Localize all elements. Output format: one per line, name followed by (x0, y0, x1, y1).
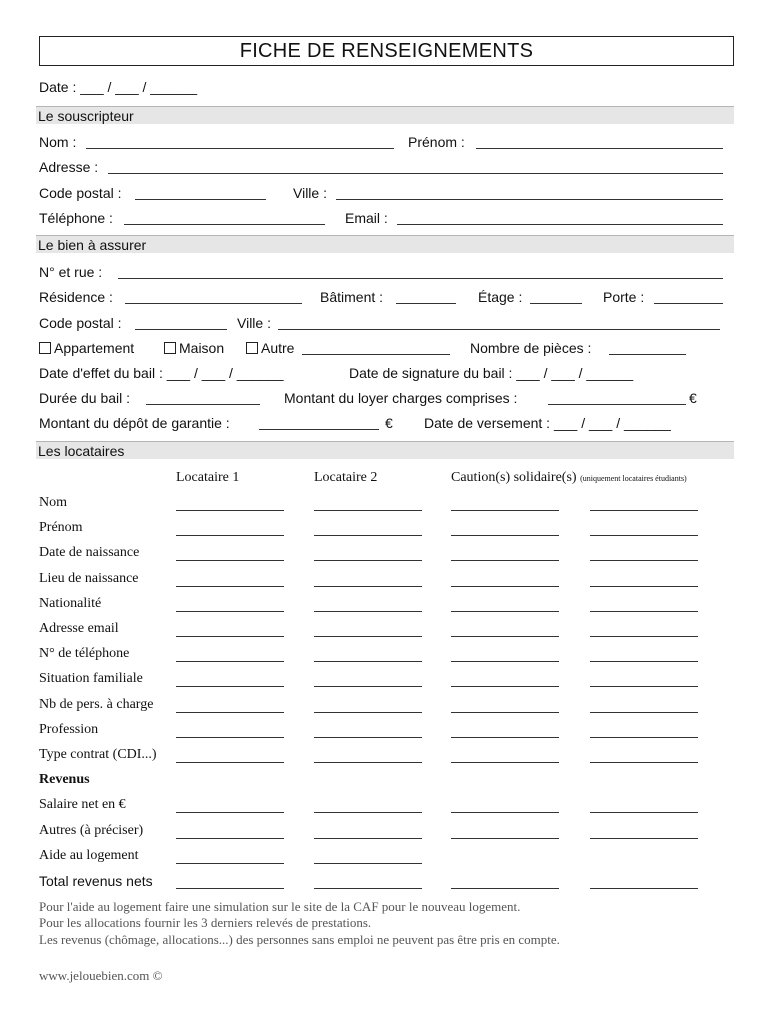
row-label: Nb de pers. à charge (39, 696, 154, 712)
label-depot: Montant du dépôt de garantie : (39, 415, 230, 431)
row-label: Lieu de naissance (39, 570, 139, 586)
col-locataire-1: Locataire 1 (176, 470, 240, 485)
label-email: Email : (345, 210, 388, 226)
col-cautions (451, 469, 687, 488)
label-code-postal: Code postal : (39, 185, 122, 201)
label-ville: Ville : (293, 185, 327, 201)
field-nb-pieces[interactable] (609, 354, 686, 355)
row-label: Nom (39, 495, 67, 510)
date-effet-text: Date d'effet du bail : (39, 365, 163, 381)
table-cell-field[interactable] (176, 812, 284, 813)
page-title: FICHE DE RENSEIGNEMENTS (39, 36, 734, 66)
date-effet-blank[interactable]: ___ / ___ / ______ (166, 365, 284, 381)
table-cell-field[interactable] (176, 560, 284, 561)
row-label: N° de téléphone (39, 646, 130, 662)
table-cell-field[interactable] (590, 560, 698, 561)
table-cell-field[interactable] (590, 586, 698, 587)
table-cell-field[interactable] (451, 686, 559, 687)
table-cell-field[interactable] (590, 838, 698, 839)
field-adresse[interactable] (108, 173, 723, 174)
table-cell-field[interactable] (451, 510, 559, 511)
date-label (39, 78, 197, 96)
row-label: Aide au logement (39, 847, 139, 863)
footer-note-3: Les revenus (chômage, allocations...) des personnes sans emploi ne peuvent pas être pris en compte. (39, 932, 560, 947)
row-label: Date de naissance (39, 545, 140, 561)
table-cell-field[interactable] (176, 762, 284, 763)
date-blank[interactable]: ___ / ___ / ______ (80, 79, 198, 95)
label-rue: N° et rue : (39, 264, 103, 280)
row-label: Profession (39, 721, 99, 737)
table-cell-field[interactable] (590, 737, 698, 738)
table-cell-field[interactable] (590, 762, 698, 763)
table-cell-field[interactable] (314, 510, 422, 511)
field-ville[interactable] (336, 199, 723, 200)
autre-label: Autre (261, 340, 295, 356)
row-label: Adresse email (39, 621, 119, 636)
field-telephone[interactable] (124, 224, 325, 225)
row-label: Autres (à préciser) (39, 822, 144, 838)
table-cell-field[interactable] (176, 586, 284, 587)
table-cell-field[interactable] (314, 888, 422, 889)
table-cell-field[interactable] (590, 510, 698, 511)
table-cell-field[interactable] (176, 712, 284, 713)
row-heading-revenus: Revenus (39, 772, 90, 788)
table-cell-field[interactable] (451, 611, 559, 612)
table-cell-field[interactable] (451, 560, 559, 561)
table-cell-field[interactable] (314, 838, 422, 839)
footer-site: www.jelouebien.com © (39, 968, 163, 983)
table-cell-field[interactable] (590, 888, 698, 889)
footer-note-2: Pour les allocations fournir les 3 derniers relevés de prestations. (39, 915, 372, 930)
table-cell-field[interactable] (590, 812, 698, 813)
field-montant-loyer[interactable] (548, 404, 686, 405)
table-cell-field[interactable] (176, 838, 284, 839)
label-date-effet (39, 364, 284, 382)
table-cell-field[interactable] (451, 888, 559, 889)
row-label: Nationalité (39, 595, 102, 611)
label-porte: Porte : (603, 289, 645, 305)
table-cell-field[interactable] (590, 535, 698, 536)
table-cell-field[interactable] (176, 535, 284, 536)
label-prenom: Prénom : (408, 134, 465, 150)
field-batiment[interactable] (396, 303, 456, 304)
section-bien: Le bien à assurer (36, 235, 734, 253)
row-label: Situation familiale (39, 671, 143, 687)
label-ville-bien: Ville : (237, 315, 271, 331)
date-signature-text: Date de signature du bail : (349, 365, 513, 381)
table-cell-field[interactable] (314, 636, 422, 637)
autre-checkbox[interactable] (246, 342, 258, 354)
label-batiment: Bâtiment : (320, 289, 384, 305)
label-etage: Étage : (478, 289, 523, 305)
field-ville-bien[interactable] (278, 329, 720, 330)
label-nom: Nom : (39, 134, 77, 150)
date-versement-text: Date de versement : (424, 415, 551, 431)
footer-note-1: Pour l'aide au logement faire une simulation sur le site de la CAF pour le nouveau logement. (39, 899, 521, 914)
euro-depot: € (385, 415, 393, 431)
table-cell-field[interactable] (590, 661, 698, 662)
label-duree: Durée du bail : (39, 390, 131, 406)
col-cautions-label: Caution(s) solidaire(s) (451, 470, 577, 485)
field-code-postal[interactable] (135, 199, 266, 200)
row-label: Salaire net en € (39, 797, 126, 813)
field-porte[interactable] (654, 303, 723, 304)
field-autre[interactable] (302, 354, 450, 355)
date-versement-blank[interactable]: ___ / ___ / ______ (553, 415, 671, 431)
table-cell-field[interactable] (451, 712, 559, 713)
table-cell-field[interactable] (451, 838, 559, 839)
table-cell-field[interactable] (451, 661, 559, 662)
table-cell-field[interactable] (176, 510, 284, 511)
table-cell-field[interactable] (451, 737, 559, 738)
table-cell-field[interactable] (314, 611, 422, 612)
table-cell-field[interactable] (176, 863, 284, 864)
euro-loyer: € (689, 390, 697, 406)
field-rue[interactable] (118, 278, 723, 279)
label-adresse: Adresse : (39, 159, 99, 175)
table-cell-field[interactable] (590, 712, 698, 713)
appartement-label: Appartement (54, 340, 135, 356)
label-telephone: Téléphone : (39, 210, 113, 226)
date-label-text: Date : (39, 79, 77, 95)
table-cell-field[interactable] (314, 812, 422, 813)
table-cell-field[interactable] (451, 812, 559, 813)
table-cell-field[interactable] (590, 636, 698, 637)
col-cautions-note: (uniquement locataires étudiants) (580, 474, 687, 483)
field-duree[interactable] (146, 404, 260, 405)
table-cell-field[interactable] (314, 535, 422, 536)
date-signature-blank[interactable]: ___ / ___ / ______ (516, 365, 634, 381)
table-cell-field[interactable] (314, 712, 422, 713)
table-cell-field[interactable] (451, 586, 559, 587)
field-etage[interactable] (530, 303, 582, 304)
field-prenom[interactable] (476, 148, 723, 149)
label-date-versement (424, 414, 671, 432)
appartement-checkbox[interactable] (39, 342, 51, 354)
table-cell-field[interactable] (314, 586, 422, 587)
label-residence: Résidence : (39, 289, 113, 305)
table-cell-field[interactable] (176, 636, 284, 637)
section-locataires: Les locataires (36, 441, 734, 459)
row-label: Prénom (39, 520, 83, 536)
label-montant-loyer: Montant du loyer charges comprises : (284, 390, 518, 406)
field-residence[interactable] (125, 303, 302, 304)
table-cell-field[interactable] (451, 636, 559, 637)
field-depot[interactable] (259, 429, 379, 430)
table-cell-field[interactable] (590, 686, 698, 687)
section-souscripteur: Le souscripteur (36, 106, 734, 124)
table-cell-field[interactable] (314, 863, 422, 864)
label-code-postal-bien: Code postal : (39, 315, 122, 331)
field-code-postal-bien[interactable] (135, 329, 227, 330)
table-cell-field[interactable] (176, 611, 284, 612)
row-label: Type contrat (CDI...) (39, 747, 157, 762)
label-nb-pieces: Nombre de pièces : (470, 340, 592, 356)
table-cell-field[interactable] (590, 611, 698, 612)
table-cell-field[interactable] (176, 737, 284, 738)
maison-label: Maison (179, 340, 225, 356)
table-cell-field[interactable] (176, 686, 284, 687)
table-cell-field[interactable] (314, 762, 422, 763)
table-cell-field[interactable] (451, 535, 559, 536)
col-locataire-2: Locataire 2 (314, 470, 378, 485)
option-appartement[interactable] (39, 339, 134, 357)
field-nom[interactable] (86, 148, 394, 149)
field-email[interactable] (397, 224, 723, 225)
maison-checkbox[interactable] (164, 342, 176, 354)
option-autre[interactable] (246, 339, 294, 357)
table-cell-field[interactable] (451, 762, 559, 763)
option-maison[interactable] (164, 339, 224, 357)
row-label: Total revenus nets (39, 873, 153, 889)
table-cell-field[interactable] (176, 661, 284, 662)
table-cell-field[interactable] (314, 661, 422, 662)
table-cell-field[interactable] (176, 888, 284, 889)
table-cell-field[interactable] (314, 560, 422, 561)
label-date-signature (349, 364, 633, 382)
table-cell-field[interactable] (314, 686, 422, 687)
table-cell-field[interactable] (314, 737, 422, 738)
